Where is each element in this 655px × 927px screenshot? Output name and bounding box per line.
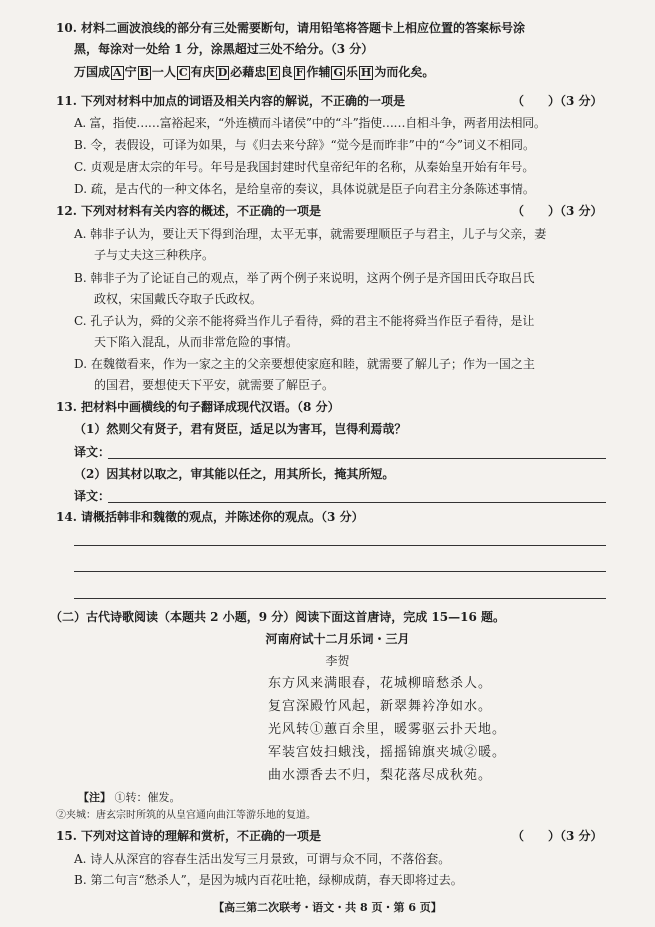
answer-box-b: B xyxy=(139,66,149,79)
answer-line[interactable] xyxy=(74,598,606,599)
q12-option-c-line1: C. 孔子认为，舜的父亲不能将舜当作儿子看待，舜的君主不能将舜当作臣子看待，是让 xyxy=(74,314,535,328)
q13-answer-label-2: 译文： xyxy=(74,489,111,503)
q15-option-b: B. 第二句言“愁杀人”，是因为城内百花吐艳，绿柳成荫，春天即将过去。 xyxy=(74,873,463,887)
poem-line: 曲水漂香去不归，梨花落尽成秋苑。 xyxy=(268,768,493,783)
q14-stem: 14. 请概括韩非和魏徵的观点，并陈述你的观点。（3 分） xyxy=(56,510,364,524)
answer-line[interactable] xyxy=(74,545,606,546)
q13-stem: 13. 把材料中画横线的句子翻译成现代汉语。（8 分） xyxy=(56,400,340,414)
answer-box-d: D xyxy=(217,66,228,79)
q11-stem: 11. 下列对材料中加点的词语及相关内容的解说，不正确的一项是 xyxy=(56,94,406,108)
q12-score: （ ）（3 分） xyxy=(512,204,603,218)
q12-option-b-line2: 政权，宋国戴氏夺取子氏政权。 xyxy=(94,292,263,306)
answer-box-c: C xyxy=(178,66,188,79)
answer-box-f: F xyxy=(295,66,304,79)
q11-option-b: B. 令，表假设，可译为如果，与《归去来兮辞》“觉今是而昨非”中的“今”词义不相同。 xyxy=(74,138,535,152)
q10-segment-line: 万国成 A 宁 B 一人 C 有庆 D 必藉忠 E 良 F 作辅 G 乐 H 为而化矣。 xyxy=(74,65,435,79)
q15-stem: 15. 下列对这首诗的理解和赏析，不正确的一项是 xyxy=(56,829,322,843)
q12-option-d-line1: D. 在魏徵看来，作为一家之主的父亲要想使家庭和睦，就需要了解儿子；作为一国之主 xyxy=(74,357,535,371)
q11-score: （ ）（3 分） xyxy=(512,94,603,108)
q15-score: （ ）（3 分） xyxy=(512,829,603,843)
poem-author: 李贺 xyxy=(325,654,350,668)
q12-option-a-line2: 子与丈夫这三种秩序。 xyxy=(94,248,215,262)
poem-line: 东方风来满眼春，花城柳暗愁杀人。 xyxy=(268,676,493,691)
q13-sentence-1: （1）然则父有贤子，君有贤臣，适足以为害耳，岂得利焉哉？ xyxy=(74,422,407,436)
q12-stem: 12. 下列对材料有关内容的概述，不正确的一项是 xyxy=(56,204,322,218)
q13-sentence-2: （2）因其材以取之，审其能以任之，用其所长，掩其所短。 xyxy=(74,467,395,481)
answer-box-a: A xyxy=(113,66,122,79)
poem-title: 河南府试十二月乐词・三月 xyxy=(265,632,410,646)
q12-option-c-line2: 天下陷入混乱，从而非常危险的事情。 xyxy=(94,335,299,349)
answer-box-h: H xyxy=(360,66,372,79)
poem-note-1: 【注】 ①转：催发。 xyxy=(78,791,181,804)
answer-box-g: G xyxy=(333,66,343,79)
answer-line[interactable] xyxy=(74,571,606,572)
poem-line: 复宫深殿竹风起，新翠舞衿净如水。 xyxy=(268,699,493,714)
q11-option-d: D. 疏，是古代的一种文体名，是给皇帝的奏议，具体说就是臣子向君主分条陈述事情。 xyxy=(74,182,535,196)
answer-line[interactable] xyxy=(108,502,606,503)
answer-box-e: E xyxy=(269,66,278,79)
poem-note-2: ②夹城：唐玄宗时所筑的从皇宫通向曲江等游乐地的复道。 xyxy=(56,810,316,821)
q10-stem-line1: 10. 材料二画波浪线的部分有三处需要断句，请用铅笔将答题卡上相应位置的答案标号涂 xyxy=(56,21,526,35)
page-footer: 【高三第二次联考・语文・共 8 页・第 6 页】 xyxy=(213,901,442,914)
q15-option-a: A. 诗人从深宫的容春生活出发写三月景致，可谓与众不同，不落俗套。 xyxy=(74,852,451,866)
q12-option-a-line1: A. 韩非子认为，要让天下得到治理，太平无事，就需要理顺臣子与君主，儿子与父亲，妻 xyxy=(74,227,547,241)
q13-answer-label-1: 译文： xyxy=(74,445,111,459)
poem-line: 光风转①蕙百余里，暖雾驱云扑天地。 xyxy=(268,722,507,737)
poem-line: 军装宫妓扫蛾浅，摇摇锦旗夹城②暖。 xyxy=(268,745,507,760)
answer-line[interactable] xyxy=(108,458,606,459)
q11-option-c: C. 贞观是唐太宗的年号。年号是我国封建时代皇帝纪年的名称，从秦始皇开始有年号。 xyxy=(74,160,535,174)
q10-stem-line2: 黑，每涂对一处给 1 分，涂黑超过三处不给分。（3 分） xyxy=(74,42,374,56)
q12-option-b-line1: B. 韩非子为了论证自己的观点，举了两个例子来说明，这两个例子是齐国田氏夺取吕氏 xyxy=(74,271,535,285)
q12-option-d-line2: 的国君，要想使天下平安，就需要了解臣子。 xyxy=(94,378,335,392)
q11-option-a: A. 富，指使……富裕起来，“外连横而斗诸侯”中的“斗”指使……自相斗争，两者用法相同。 xyxy=(74,116,546,130)
section-header: （二）古代诗歌阅读（本题共 2 小题，9 分）阅读下面这首唐诗，完成 15—16 题。 xyxy=(50,610,505,624)
